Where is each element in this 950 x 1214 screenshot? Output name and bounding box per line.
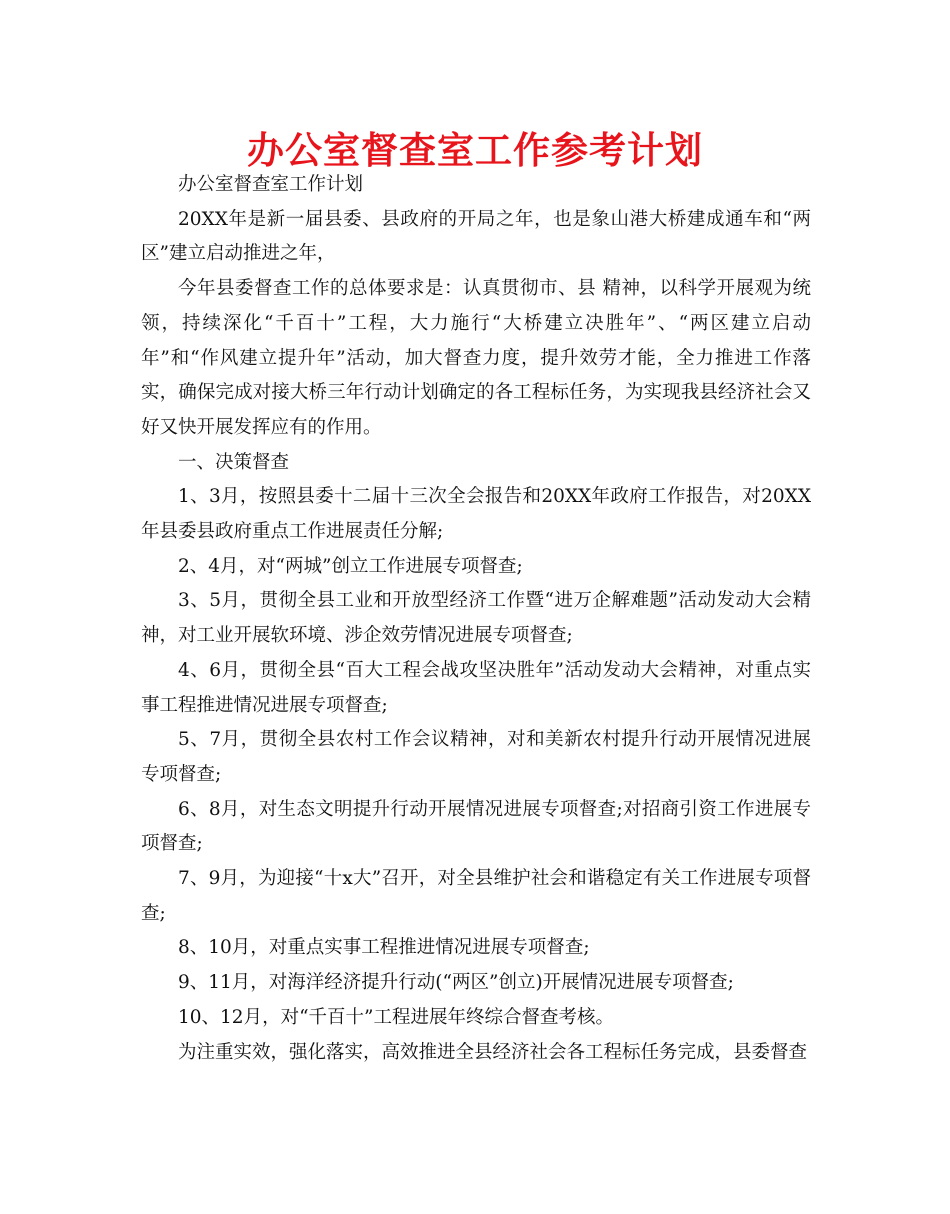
list-item: 9、11月，对海洋经济提升行动(“两区”创立)开展情况进展专项督查; [178, 972, 734, 994]
paragraph: 20XX年是新一届县委、县政府的开局之年，也是象山港大桥建成通车和“两区”建立启动推进之年， [141, 208, 811, 265]
document-body [141, 168, 811, 1070]
list-item: 7、9月，为迎接“十x大”召开，对全县维护社会和谐稳定有关工作进展专项督查; [141, 868, 811, 924]
paragraph: 为注重实效，强化落实，高效推进全县经济社会各工程标任务完成，县委督查 [178, 1041, 808, 1063]
paragraph: 今年县委督查工作的总体要求是：认真贯彻市、县 精神，以科学开展观为统领，持续深化“千百十”工程，大力施行“大桥建立决胜年”、“两区建立启动年”和“作风建立提升年”活动，加大督查力度，提升效劳才能，全力推进工作落实，确保完成对接大桥三年行动计划确定的各工程标任务，为实现我县经济社会又好又快开展发挥应有的作用。 [141, 278, 811, 438]
list-item: 3、5月，贯彻全县工业和开放型经济工作暨“进万企解难题”活动发动大会精神，对工业开展软环境、涉企效劳情况进展专项督查; [141, 590, 811, 647]
document-title: 办公室督查室工作参考计划 [247, 128, 703, 172]
list-item: 4、6月，贯彻全县“百大工程会战攻坚决胜年”活动发动大会精神，对重点实事工程推进情况进展专项督查; [141, 659, 811, 716]
section-heading: 一、决策督查 [178, 451, 290, 473]
list-item: 5、7月，贯彻全县农村工作会议精神，对和美新农村提升行动开展情况进展专项督查; [141, 729, 811, 785]
list-item: 1、3月，按照县委十二届十三次全会报告和20XX年政府工作报告，对20XX年县委县政府重点工作进展责任分解; [141, 486, 811, 543]
list-item: 8、10月，对重点实事工程推进情况进展专项督查; [178, 937, 590, 959]
list-item: 10、12月，对“千百十”工程进展年终综合督查考核。 [178, 1006, 614, 1028]
list-item: 6、8月，对生态文明提升行动开展情况进展专项督查;对招商引资工作进展专项督查; [141, 798, 811, 855]
list-item: 2、4月，对“两城”创立工作进展专项督查; [178, 555, 523, 577]
paragraph: 办公室督查室工作计划 [178, 174, 364, 195]
